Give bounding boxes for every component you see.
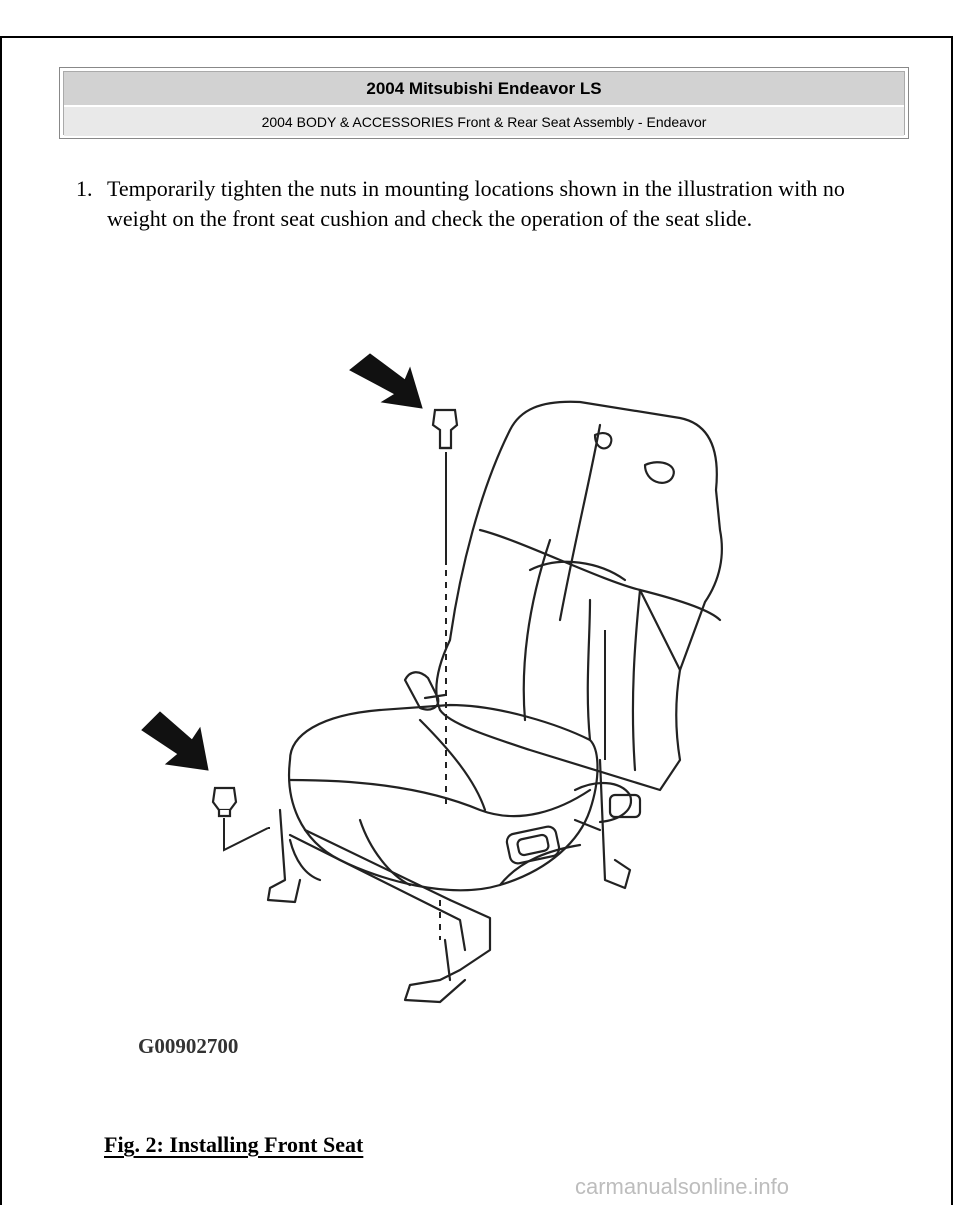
arrow-top [350,354,422,408]
step-item [76,174,876,234]
document-header [59,67,909,139]
figure-code: G00902700 [138,1034,239,1058]
step-text: Temporarily tighten the nuts in mounting locations shown in the illustration with no weight on the front seat cushion and check the operation of the seat slide. [107,176,845,231]
figure-caption: Fig. 2: Installing Front Seat [104,1132,364,1157]
header-subtitle: 2004 BODY & ACCESSORIES Front & Rear Seat Assembly - Endeavor [64,107,904,136]
front-seat-illustration [120,340,820,1060]
step-number: 1. [76,176,93,201]
header-title: 2004 Mitsubishi Endeavor LS [64,72,904,107]
arrow-left [142,712,208,770]
header-inner [63,71,905,135]
watermark: carmanualsonline.info [575,1174,790,1199]
